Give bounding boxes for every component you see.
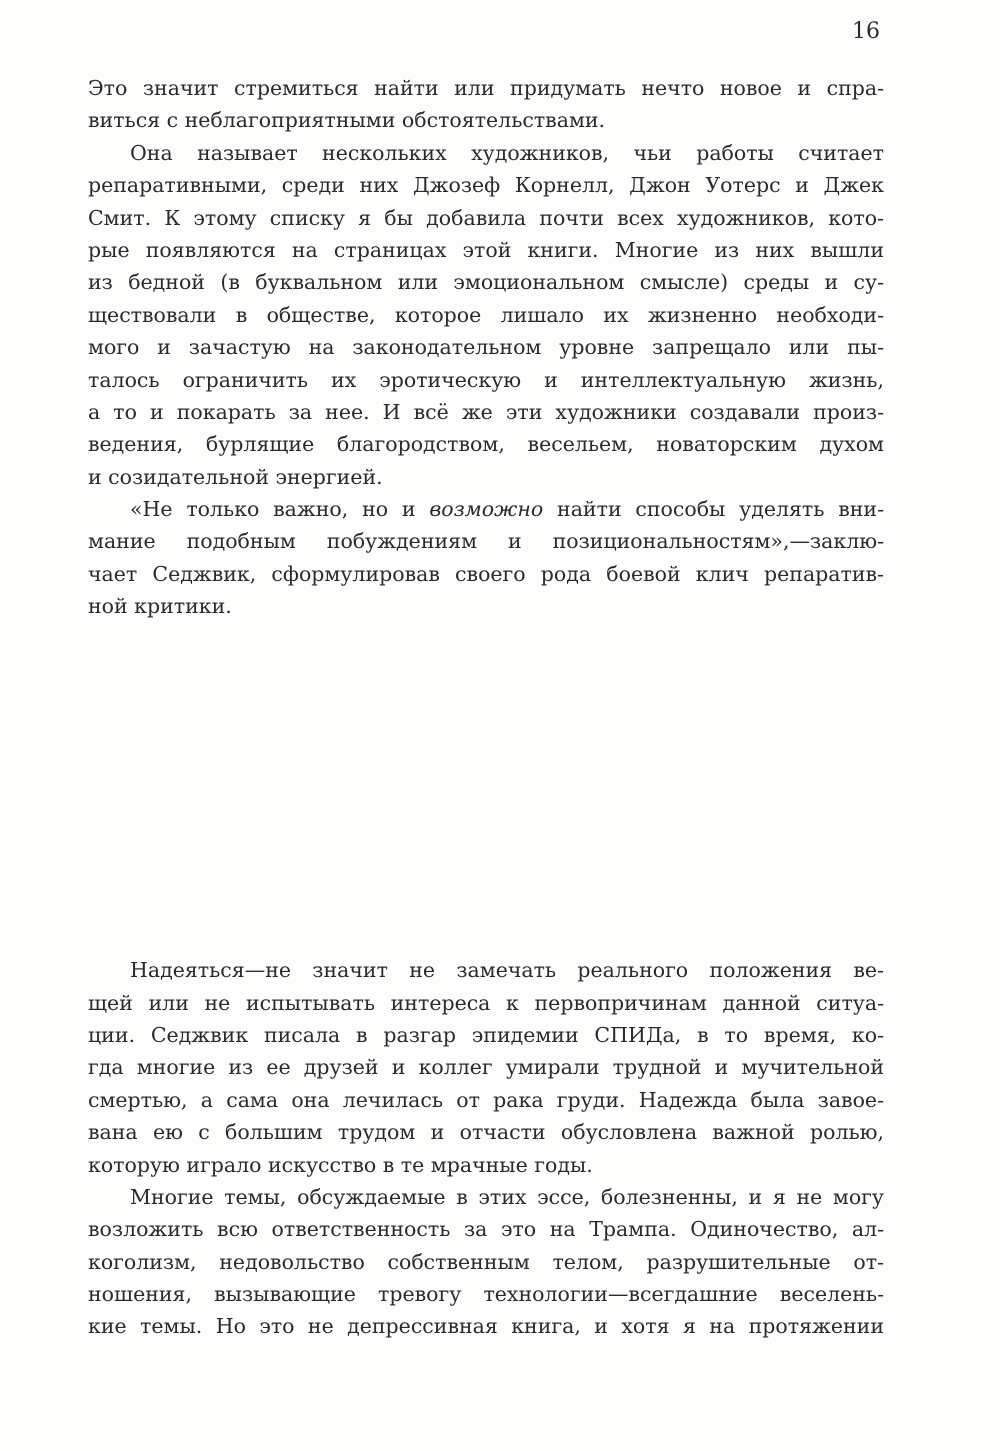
paragraph-2 xyxy=(88,137,884,493)
text-line: вана ею с большим трудом и отчасти обусловлена важной ролью, xyxy=(88,1120,884,1145)
italic-word: возможно xyxy=(429,497,544,522)
text-line: возложить всю ответственность за это на Трампа. Одиночество, ал- xyxy=(88,1217,884,1242)
text-line xyxy=(130,675,884,707)
text-line: из бедной (в буквальном или эмоциональном смысле) среды и су- xyxy=(88,270,884,295)
text-line xyxy=(130,837,884,869)
text-line: ведения, бурлящие благородством, весельем, новаторским духом xyxy=(88,432,884,457)
text-line: ции. Седжвик писала в разгар эпидемии СПИДа, в то время, ко- xyxy=(88,1022,884,1047)
text-line: которую играло искусство в те мрачные годы. xyxy=(88,1152,593,1177)
text-line: чает Седжвик, сформулировав своего рода боевой клич репаратив- xyxy=(88,561,884,586)
block-quote xyxy=(130,643,884,935)
text-line: Она называет нескольких художников, чьи работы считает xyxy=(130,140,884,165)
text-line: коголизм, недовольство собственным телом, разрушительные от- xyxy=(88,1249,884,1274)
text-line: а то и покарать за нее. И всё же эти художники создавали произ- xyxy=(88,399,884,424)
text-line xyxy=(130,707,884,739)
text-line: Это значит стремиться найти или придумать нечто новое и спра- xyxy=(88,76,884,100)
text-line xyxy=(130,740,884,772)
text-line: кие темы. Но это не депрессивная книга, и хотя я на протяжении xyxy=(88,1314,884,1339)
text-line: виться с неблагоприятными обстоятельствами. xyxy=(88,108,606,133)
text-line: гда многие из ее друзей и коллег умирали трудной и мучительной xyxy=(88,1055,884,1080)
text-line: ной критики. xyxy=(88,594,232,619)
text-line xyxy=(130,902,884,934)
text-line: Многие темы, обсуждаемые в этих эссе, болезненны, и я не могу xyxy=(130,1184,884,1209)
text-run: «Не только важно, но и xyxy=(130,497,430,522)
text-line: Смит. К этому списку я бы добавила почти всех художников, кото- xyxy=(88,205,884,230)
paragraph-3 xyxy=(88,493,884,623)
text-line xyxy=(88,493,884,525)
text-line: мание подобным побуждениям и позициональностям»,—заклю- xyxy=(88,529,884,554)
paragraph-1 xyxy=(88,72,884,137)
text-line xyxy=(130,869,884,901)
spacer xyxy=(88,623,884,643)
text-line: ношения, вызывающие тревогу технологии—всегдашние веселень- xyxy=(88,1282,884,1307)
spacer xyxy=(88,934,884,954)
text-line: ществовали в обществе, которое лишало их жизненно необходи- xyxy=(88,302,884,327)
text-line: смертью, а сама она лечилась от рака груди. Надежда была завое- xyxy=(88,1087,884,1112)
text-line xyxy=(130,772,884,804)
text-line: талось ограничить их эротическую и интеллектуальную жизнь, xyxy=(88,367,884,392)
paragraph-5 xyxy=(88,1181,884,1343)
text-line xyxy=(130,643,884,675)
text-line xyxy=(130,805,884,837)
body-text xyxy=(88,72,884,1343)
text-line: репаративными, среди них Джозеф Корнелл, Джон Уотерс и Джек xyxy=(88,173,884,198)
text-line: щей или не испытывать интереса к первопричинам данной ситуа- xyxy=(88,990,884,1015)
text-line: Надеяться—не значит не замечать реального положения ве- xyxy=(130,958,884,983)
text-run: найти способы уделять вни- xyxy=(543,497,884,522)
text-line: рые появляются на страницах этой книги. Многие из них вышли xyxy=(88,237,884,262)
page-number: 16 xyxy=(852,19,880,44)
paragraph-4 xyxy=(88,954,884,1181)
text-line: мого и зачастую на законодательном уровне запрещало или пы- xyxy=(88,335,884,360)
text-line: и созидательной энергией. xyxy=(88,464,383,489)
